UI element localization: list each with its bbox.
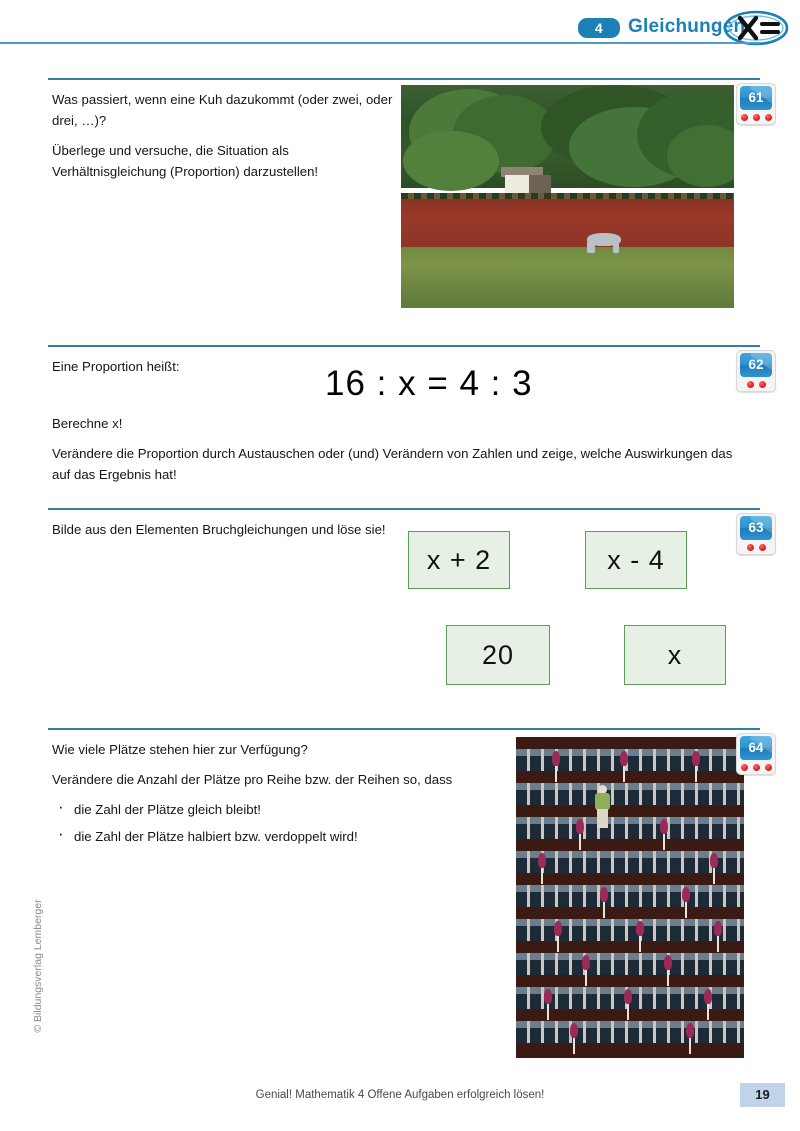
- block-divider: [48, 508, 760, 510]
- exercise-block-63: [48, 508, 764, 698]
- exercise-64-bullet-1: · die Zahl der Plätze gleich bleibt!: [52, 799, 502, 820]
- exercise-61-line-1: Was passiert, wenn eine Kuh dazukommt (oder zwei, oder drei, …)?: [52, 92, 393, 128]
- stadium-seat-rows-with-umbrellas-photo: [516, 737, 744, 1058]
- exercise-64-line-2: Verändere die Anzahl der Plätze pro Reihe bzw. der Reihen so, dass: [52, 772, 453, 787]
- difficulty-dots: [737, 761, 775, 773]
- header-divider: [0, 42, 760, 44]
- exercise-62-line-3: Verändere die Proportion durch Austauschen oder (und) Verändern von Zahlen und zeige, welche Auswirkungen das auf das Ergebnis hat!: [52, 446, 733, 482]
- exercise-64-line-1: Wie viele Plätze stehen hier zur Verfügung?: [52, 742, 308, 757]
- exercise-badge-63: [736, 513, 776, 555]
- difficulty-dot: [759, 544, 766, 551]
- difficulty-dots: [737, 378, 775, 390]
- element-card-x[interactable]: x: [624, 625, 726, 685]
- difficulty-dot: [753, 114, 760, 121]
- page-header: [0, 0, 800, 52]
- chapter-number-pill: 4: [578, 18, 620, 38]
- exercise-badge-64-number: 64: [740, 736, 772, 760]
- difficulty-dots: [737, 541, 775, 553]
- block-divider: [48, 78, 760, 80]
- page-number: 19: [740, 1083, 785, 1107]
- footer-source-line: Genial! Mathematik 4 Offene Aufgaben erfolgreich lösen!: [255, 1089, 545, 1101]
- proportion-equation: 16 : x = 4 : 3: [325, 364, 533, 403]
- difficulty-dot: [747, 544, 754, 551]
- exercise-badge-62-number: 62: [740, 353, 772, 377]
- difficulty-dot: [759, 381, 766, 388]
- exercise-64-bullet-list: [52, 799, 502, 847]
- block-divider: [48, 345, 760, 347]
- person-figure: [594, 785, 612, 829]
- difficulty-dot: [741, 114, 748, 121]
- exercise-block-61: [48, 78, 764, 313]
- exercise-block-64: [48, 728, 764, 1060]
- exercise-62-body: [52, 413, 746, 485]
- chapter-title: Gleichungen: [628, 16, 746, 37]
- exercise-61-text: [52, 89, 397, 182]
- difficulty-dots: [737, 111, 775, 123]
- exercise-63-text: [52, 519, 392, 540]
- difficulty-dot: [741, 764, 748, 771]
- element-card-20[interactable]: 20: [446, 625, 550, 685]
- copyright-notice: © Bildungsverlag Lemberger: [32, 899, 44, 1033]
- seat-grid: [516, 737, 744, 1058]
- element-card-x-minus-4[interactable]: x - 4: [585, 531, 687, 589]
- exercise-badge-63-number: 63: [740, 516, 772, 540]
- exercise-63-line-1: Bilde aus den Elementen Bruchgleichungen und löse sie!: [52, 522, 386, 537]
- exercise-64-text: [52, 739, 502, 853]
- difficulty-dot: [753, 764, 760, 771]
- difficulty-dot: [765, 114, 772, 121]
- rural-landscape-with-grazing-cow-photo: [401, 85, 734, 308]
- element-card-x-plus-2[interactable]: x + 2: [408, 531, 510, 589]
- difficulty-dot: [747, 381, 754, 388]
- block-divider: [48, 728, 760, 730]
- difficulty-dot: [765, 764, 772, 771]
- exercise-64-bullet-2: · die Zahl der Plätze halbiert bzw. verdoppelt wird!: [52, 826, 502, 847]
- exercise-badge-61-number: 61: [740, 86, 772, 110]
- exercise-badge-61: [736, 83, 776, 125]
- exercise-block-62: [48, 345, 764, 485]
- exercise-badge-62: [736, 350, 776, 392]
- exercise-badge-64: [736, 733, 776, 775]
- exercise-62-line-2: Berechne x!: [52, 416, 123, 431]
- exercise-61-line-2: Überlege und versuche, die Situation als Verhältnisgleichung (Proportion) darzustellen!: [52, 143, 319, 179]
- exercise-62-line-1: Eine Proportion heißt:: [52, 359, 180, 374]
